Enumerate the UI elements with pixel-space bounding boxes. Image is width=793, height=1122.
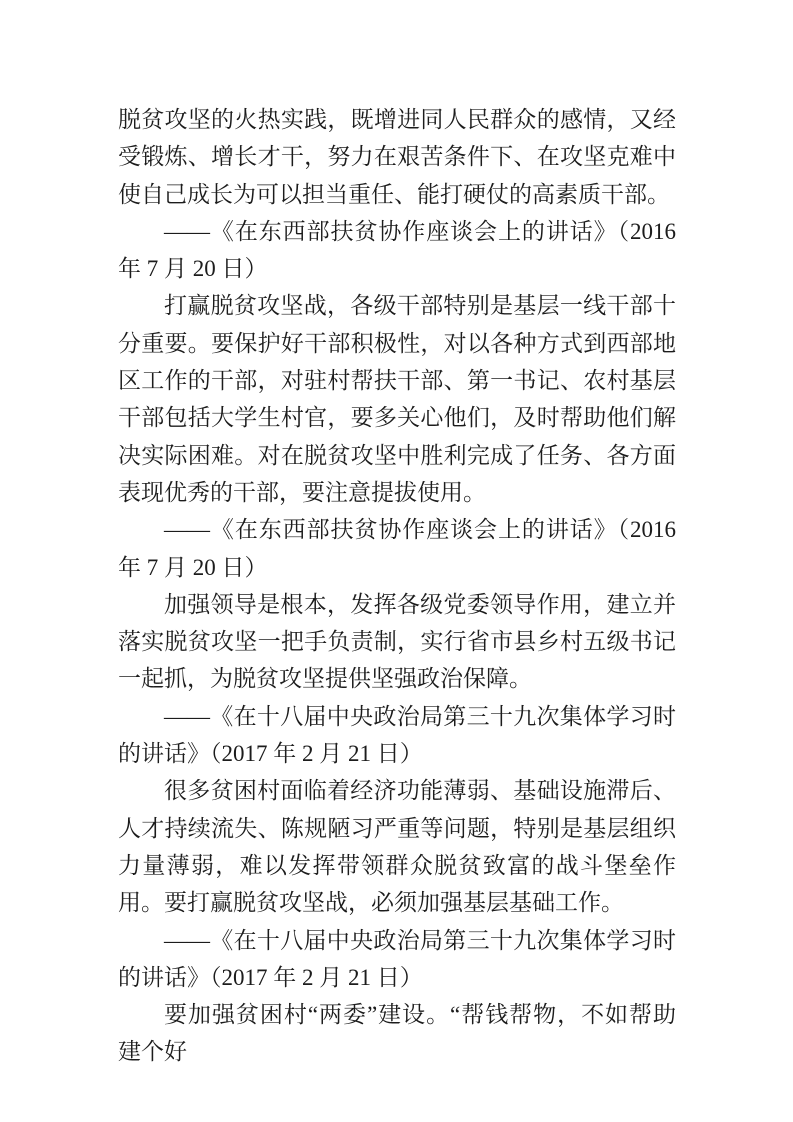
- paragraph-body-cut-off: 要加强贫困村“两委”建设。“帮钱帮物，不如帮助建个好: [118, 1002, 676, 1065]
- paragraph-body: 打赢脱贫攻坚战，各级干部特别是基层一线干部十分重要。要保护好干部积极性，对以各种方式到西部地区工作的干部，对驻村帮扶干部、第一书记、农村基层干部包括大学生村官，要多关心他们，及时帮助他们解决实际困难。对在脱贫攻坚中胜利完成了任务、各方面表现优秀的干部，要注意提拔使用。: [118, 293, 676, 505]
- text-block: [118, 101, 676, 1071]
- paragraph-body: 很多贫困村面临着经济功能薄弱、基础设施滞后、人才持续流失、陈规陋习严重等问题，特别是基层组织力量薄弱，难以发挥带领群众脱贫致富的战斗堡垒作用。要打赢脱贫攻坚战，必须加强基层基础工作。: [118, 778, 676, 916]
- paragraph-citation: ——《在东西部扶贫协作座谈会上的讲话》（2016 年 7 月 20 日）: [118, 218, 676, 282]
- paragraph-body: 加强领导是根本，发挥各级党委领导作用，建立并落实脱贫攻坚一把手负责制，实行省市县乡村五级书记一起抓，为脱贫攻坚提供坚强政治保障。: [118, 591, 676, 692]
- paragraph-citation: ——《在东西部扶贫协作座谈会上的讲话》（2016 年 7 月 20 日）: [118, 517, 676, 580]
- paragraph-body-continuation: 脱贫攻坚的火热实践，既增进同人民群众的感情，又经受锻炼、增长才干，努力在艰苦条件下、在攻坚克难中使自己成长为可以担当重任、能打硬仗的高素质干部。: [118, 107, 676, 207]
- paragraph-citation: ——《在十八届中央政治局第三十九次集体学习时的讲话》（2017 年 2 月 21 日）: [118, 703, 676, 767]
- paragraph-citation: ——《在十八届中央政治局第三十九次集体学习时的讲话》（2017 年 2 月 21 日）: [118, 927, 676, 990]
